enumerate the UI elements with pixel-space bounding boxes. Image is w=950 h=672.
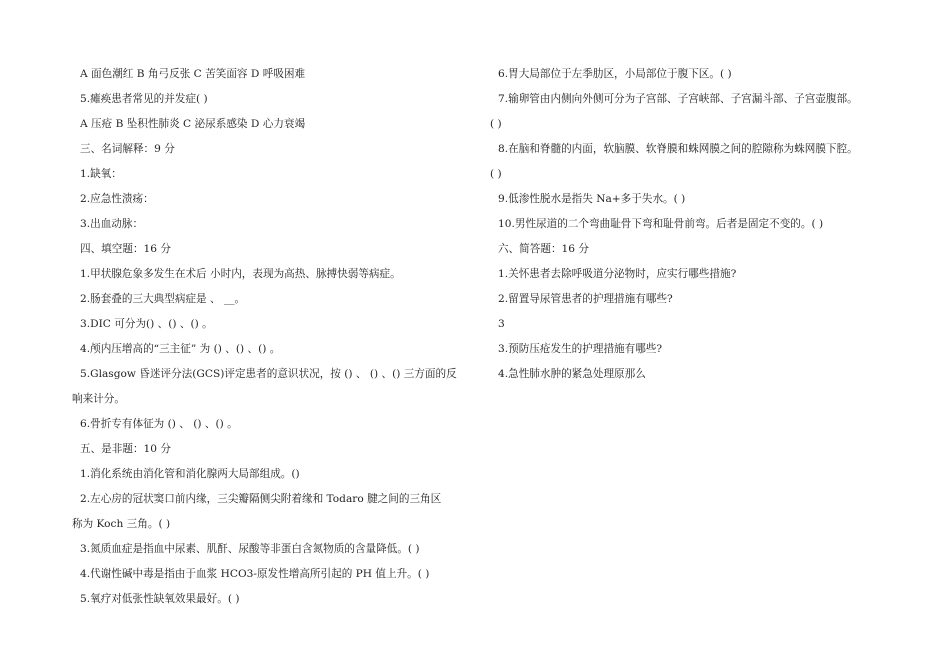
text-line-continuation: 响来计分。: [72, 393, 125, 405]
section-heading: 三、名词解释：9 分: [80, 143, 175, 155]
text-line: 5.Glasgow 昏迷评分法(GCS)评定患者的意识状况，按 () 、 () 、() 三方面的反: [80, 368, 457, 380]
text-line: 3.DIC 可分为() 、() 、() 。: [80, 318, 213, 330]
text-line: 5.氧疗对低张性缺氧效果最好。( ): [80, 593, 240, 605]
text-line: 3.氮质血症是指血中尿素、肌酐、尿酸等非蛋白含氮物质的含量降低。( ): [80, 543, 420, 555]
text-line: 9.低渗性脱水是指失 Na+多于失水。( ): [498, 193, 686, 205]
text-line: 3.出血动脉：: [80, 218, 144, 230]
text-line-continuation: ( ): [490, 168, 502, 180]
text-line: 1.消化系统由消化管和消化腺两大局部组成。(): [80, 468, 300, 480]
text-line: 8.在脑和脊髓的内面，软脑膜、软脊膜和蛛网膜之间的腔隙称为蛛网膜下腔。: [498, 143, 858, 155]
text-line-continuation: ( ): [490, 118, 502, 130]
section-heading: 四、填空题：16 分: [80, 243, 172, 255]
text-line: 4.颅内压增高的“三主征” 为 () 、() 、() 。: [80, 343, 281, 355]
text-line: 6.胃大局部位于左季肋区，小局部位于腹下区。( ): [498, 68, 732, 80]
text-line: 3: [498, 318, 505, 330]
text-line: 5.瘫痪患者常见的并发症( ): [80, 93, 208, 105]
text-line: 1.甲状腺危象多发生在术后 小时内，表现为高热、脉搏快弱等病症。: [80, 268, 401, 280]
text-line: 2.肠套叠的三大典型病症是 、 __。: [80, 293, 246, 305]
section-heading: 六、简答题：16 分: [498, 243, 590, 255]
text-line-continuation: 称为 Koch 三角。( ): [72, 518, 171, 530]
text-line: 10.男性尿道的二个弯曲耻骨下弯和耻骨前弯。后者是固定不变的。( ): [498, 218, 824, 230]
text-line: 2.应急性溃疡：: [80, 193, 154, 205]
text-line: 7.输卵管由内侧向外侧可分为子宫部、子宫峡部、子宫漏斗部、子宫壶腹部。: [498, 93, 858, 105]
text-line: 1.缺氧：: [80, 168, 122, 180]
text-line: 4.急性肺水肿的紧急处理原那么: [498, 368, 646, 380]
text-line: 2.留置导尿管患者的护理措施有哪些?: [498, 293, 673, 305]
right-column: [490, 62, 880, 387]
text-line: 4.代谢性碱中毒是指由于血浆 HCO3-原发性增高所引起的 PH 值上升。( ): [80, 568, 430, 580]
text-line: A 面色潮红 B 角弓反张 C 苦笑面容 D 呼吸困难: [80, 68, 306, 80]
section-heading: 五、是非题：10 分: [80, 443, 172, 455]
text-line: 1.关怀患者去除呼吸道分泌物时，应实行哪些措施?: [498, 268, 737, 280]
left-column: [72, 62, 464, 612]
text-line: A 压疮 B 坠积性肺炎 C 泌尿系感染 D 心力衰竭: [80, 118, 306, 130]
text-line: 6.骨折专有体征为 () 、 () 、() 。: [80, 418, 238, 430]
text-line: 3.预防压疮发生的护理措施有哪些?: [498, 343, 663, 355]
text-line: 2.左心房的冠状窦口前内缘，三尖瓣隔侧尖附着缘和 Todaro 腱之间的三角区: [80, 493, 442, 505]
